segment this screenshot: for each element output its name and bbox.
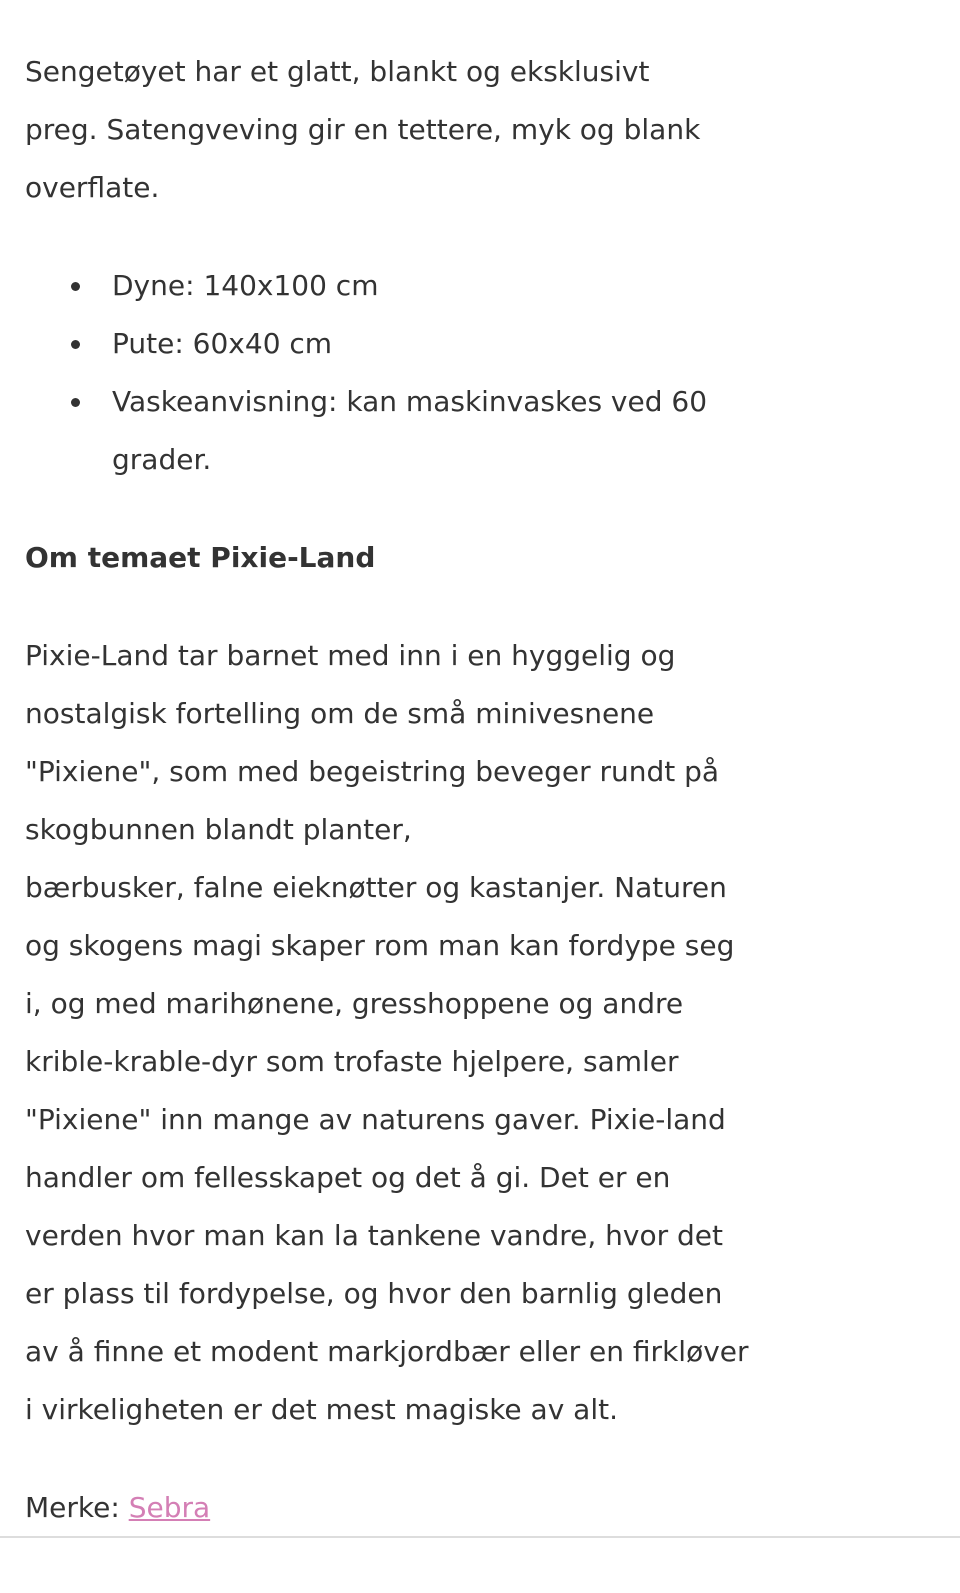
text-line: skogbunnen blandt planter, bbox=[25, 813, 412, 846]
text-line: i, og med marihønene, gresshoppene og andre bbox=[25, 987, 684, 1020]
bullet-icon bbox=[71, 282, 80, 291]
text-line: bærbusker, falne eieknøtter og kastanjer. Naturen bbox=[25, 871, 727, 904]
text-line: handler om fellesskapet og det å gi. Det er en bbox=[25, 1161, 671, 1194]
text-line: "Pixiene", som med begeistring beveger rundt på bbox=[25, 755, 720, 788]
text-line: preg. Satengveving gir en tettere, myk og blank bbox=[25, 113, 701, 146]
text-line: overflate. bbox=[25, 171, 160, 204]
text-line: "Pixiene" inn mange av naturens gaver. Pixie-land bbox=[25, 1103, 726, 1136]
list-item-text: grader. bbox=[112, 443, 212, 476]
brand-row bbox=[25, 1479, 960, 1537]
text-line: og skogens magi skaper rom man kan fordype seg bbox=[25, 929, 735, 962]
brand-link[interactable]: Sebra bbox=[128, 1491, 211, 1524]
text-line: verden hvor man kan la tankene vandre, hvor det bbox=[25, 1219, 723, 1252]
text-line: av å finne et modent markjordbær eller en firkløver bbox=[25, 1335, 749, 1368]
text-line: Pixie-Land tar barnet med inn i en hyggelig og bbox=[25, 639, 676, 672]
list-item-text: Vaskeanvisning: kan maskinvaskes ved 60 bbox=[112, 385, 708, 418]
theme-paragraph bbox=[25, 627, 960, 1439]
text-line: Sengetøyet har et glatt, blankt og eksklusivt bbox=[25, 55, 650, 88]
divider bbox=[0, 1536, 960, 1538]
text-line: er plass til fordypelse, og hvor den barnlig gleden bbox=[25, 1277, 723, 1310]
text-line: i virkeligheten er det mest magiske av alt. bbox=[25, 1393, 618, 1426]
list-item-text: Dyne: 140x100 cm bbox=[112, 269, 379, 302]
intro-paragraph bbox=[25, 43, 960, 217]
list-item bbox=[25, 315, 960, 373]
section-heading: Om temaet Pixie-Land bbox=[25, 541, 376, 574]
list-item bbox=[25, 373, 960, 489]
product-description bbox=[25, 43, 960, 1537]
list-item-text: Pute: 60x40 cm bbox=[112, 327, 333, 360]
brand-label: Merke: bbox=[25, 1491, 120, 1524]
bullet-icon bbox=[71, 398, 80, 407]
text-line: krible-krable-dyr som trofaste hjelpere, samler bbox=[25, 1045, 679, 1078]
spec-list bbox=[25, 257, 960, 489]
list-item bbox=[25, 257, 960, 315]
bullet-icon bbox=[71, 340, 80, 349]
text-line: nostalgisk fortelling om de små minivesnene bbox=[25, 697, 655, 730]
